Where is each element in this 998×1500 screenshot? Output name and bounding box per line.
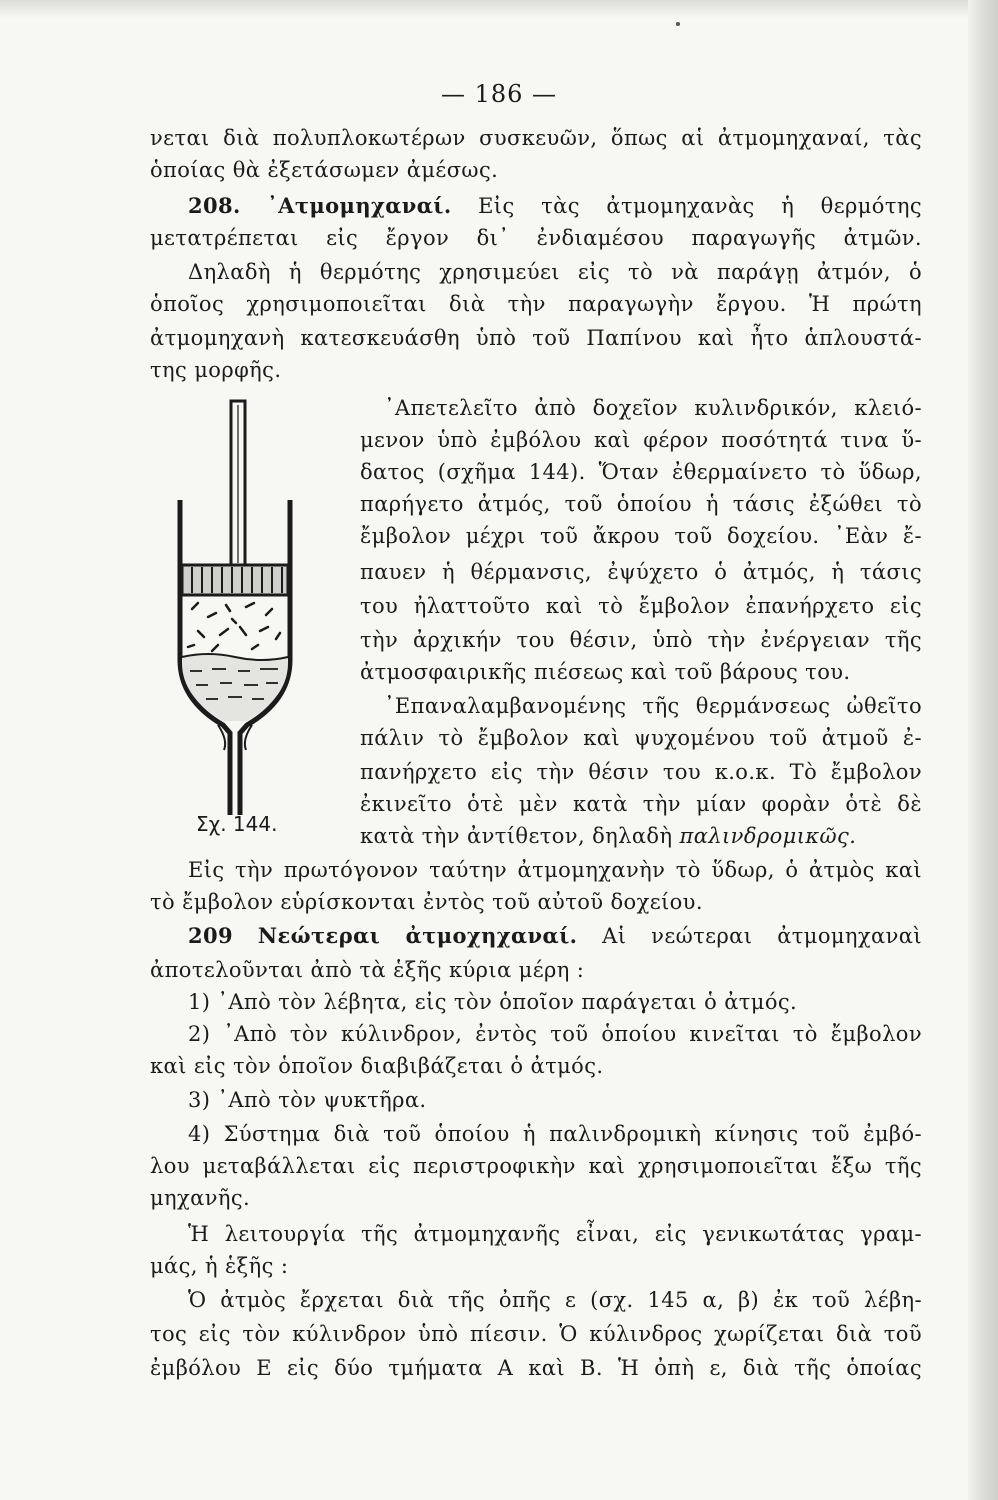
list-item: 3) ᾿Απὸ τὸν ψυκτῆρα. bbox=[188, 1088, 427, 1112]
figure-caption: Σχ. 144. bbox=[196, 812, 278, 836]
emphasized-term: παλινδρομικῶς. bbox=[679, 824, 857, 848]
water bbox=[182, 654, 288, 721]
text-line: ὁποίας θὰ ἐξετάσωμεν ἀμέσως. bbox=[150, 158, 499, 182]
papin-steam-engine-figure bbox=[168, 395, 308, 815]
text-line: μενον ὑπὸ ἐμβόλου καὶ φέρον ποσότητά τινα ὕ- bbox=[360, 428, 922, 452]
text-line: ᾿Απετελεῖτο ἀπὸ δοχεῖον κυλινδρικόν, κλειό- bbox=[384, 396, 922, 420]
text-line: ἀτμοσφαιρικῆς πιέσεως καὶ τοῦ βάρους του. bbox=[360, 660, 851, 684]
text-line: ἀτμομηχανὴ κατεσκευάσθη ὑπὸ τοῦ Παπίνου καὶ ἦτο ἁπλουστά- bbox=[150, 326, 922, 350]
paper-speck bbox=[676, 22, 680, 26]
text-line: τὴν ἀρχικήν του θέσιν, ὑπὸ τὴν ἐνέργειαν τῆς bbox=[360, 628, 922, 652]
text-line: Δηλαδὴ ἡ θερμότης χρησιμεύει εἰς τὸ νὰ παράγῃ ἀτμόν, ὁ bbox=[188, 260, 922, 284]
text-line: μετατρέπεται εἰς ἔργον δι᾿ ἐνδιαμέσου παραγωγῆς ἀτμῶν. bbox=[150, 226, 922, 250]
section-208-heading-line bbox=[188, 190, 922, 222]
text-fragment: Αἱ νεώτεραι ἀτμομηχαναὶ bbox=[602, 924, 923, 948]
text-line: ἀποτελοῦνται ἀπὸ τὰ ἑξῆς κύρια μέρη : bbox=[150, 958, 585, 982]
text-line: τος εἰς τὸν κύλινδρον ὑπὸ πίεσιν. Ὁ κύλινδρος χωρίζεται διὰ τοῦ bbox=[150, 1322, 922, 1346]
text-line: του ἠλαττοῦτο καὶ τὸ ἔμβολον ἐπανήρχετο εἰς bbox=[360, 594, 922, 618]
text-line: καὶ εἰς τὸν ὁποῖον διαβιβάζεται ὁ ἀτμός. bbox=[150, 1054, 604, 1078]
section-title: Νεώτεραι ἀτμοχηχαναί. bbox=[257, 923, 578, 948]
list-item: 2) ᾿Απὸ τὸν κύλινδρον, ἐντὸς τοῦ ὁποίου κινεῖται τὸ ἔμβολον bbox=[188, 1022, 922, 1046]
section-number: 209 bbox=[188, 923, 234, 948]
text-line: τὸ ἔμβολον εὑρίσκονται ἐντὸς τοῦ αὐτοῦ δοχείου. bbox=[150, 890, 703, 914]
text-line: ὁποῖος χρησιμοποιεῖται διὰ τὴν παραγωγὴν ἔργου. Ἡ πρώτη bbox=[150, 292, 922, 316]
list-item: 4) Σύστημα διὰ τοῦ ὁποίου ἡ παλινδρομικὴ κίνησις τοῦ ἐμβό- bbox=[188, 1122, 922, 1146]
text-line: Εἰς τὴν πρωτόγονον ταύτην ἀτμομηχανὴν τὸ ὕδωρ, ὁ ἀτμὸς καὶ bbox=[188, 858, 922, 882]
text-fragment: κατὰ τὴν ἀντίθετον, δηλαδὴ bbox=[360, 824, 673, 848]
text-line: δατος (σχῆμα 144). Ὅταν ἐθερμαίνετο τὸ ὕδωρ, bbox=[360, 460, 922, 484]
text-line: ἐμβόλου Ε εἰς δύο τμήματα Α καὶ Β. Ἡ ὀπὴ ε, διὰ τῆς ὁποίας bbox=[150, 1356, 922, 1380]
text-line: λου μεταβάλλεται εἰς περιστροφικὴν καὶ χρησιμοποιεῖται ἔξω τῆς bbox=[150, 1154, 922, 1178]
text-line: μάς, ἡ ἑξῆς : bbox=[150, 1254, 289, 1278]
text-line: μηχανῆς. bbox=[150, 1186, 251, 1210]
page-right-edge bbox=[968, 0, 998, 1500]
section-209-heading-line bbox=[188, 920, 922, 952]
text-line: παρήγετο ἀτμός, τοῦ ὁποίου ἡ τάσις ἐξώθει τὸ bbox=[360, 492, 922, 516]
text-line: ἐκινεῖτο ὁτὲ μὲν κατὰ τὴν μίαν φορὰν ὁτὲ δὲ bbox=[360, 792, 922, 816]
text-line: Ὁ ἀτμὸς ἔρχεται διὰ τῆς ὀπῆς ε (σχ. 145 α, β) ἐκ τοῦ λέβη- bbox=[188, 1288, 922, 1312]
page-number: — 186 — bbox=[440, 80, 558, 108]
section-number: 208. bbox=[188, 193, 241, 218]
text-line: ᾿Επαναλαμβανομένης τῆς θερμάνσεως ὠθεῖτο bbox=[384, 694, 922, 718]
text-fragment: Εἰς τὰς ἀτμομηχανὰς ἡ θερμότης bbox=[478, 194, 922, 218]
text-line-with-italic bbox=[360, 820, 922, 852]
list-item: 1) ᾿Απὸ τὸν λέβητα, εἰς τὸν ὁποῖον παράγεται ὁ ἀτμός. bbox=[188, 990, 798, 1014]
text-line: πάλιν τὸ ἔμβολον καὶ ψυχομένου τοῦ ἀτμοῦ ἐ- bbox=[360, 726, 922, 750]
text-line: Ἡ λειτουργία τῆς ἀτμομηχανῆς εἶναι, εἰς γενικωτάτας γραμ- bbox=[188, 1222, 922, 1246]
text-line: νεται διὰ πολυπλοκωτέρων συσκευῶν, ὅπως αἱ ἀτμομηχαναί, τὰς bbox=[150, 126, 922, 150]
text-line: παυεν ἡ θέρμανσις, ἐψύχετο ὁ ἀτμός, ἡ τάσις bbox=[360, 560, 922, 584]
section-title: ᾿Ατμομηχαναί. bbox=[267, 193, 452, 218]
page-top-shadow bbox=[0, 0, 998, 18]
text-line: πανήρχετο εἰς τὴν θέσιν του κ.ο.κ. Τὸ ἔμβολον bbox=[360, 760, 922, 784]
steam-marks bbox=[188, 603, 280, 651]
text-line: της μορφῆς. bbox=[150, 358, 282, 382]
text-line: ἔμβολον μέχρι τοῦ ἄκρου τοῦ δοχείου. ᾿Εὰν ἔ- bbox=[360, 524, 922, 548]
